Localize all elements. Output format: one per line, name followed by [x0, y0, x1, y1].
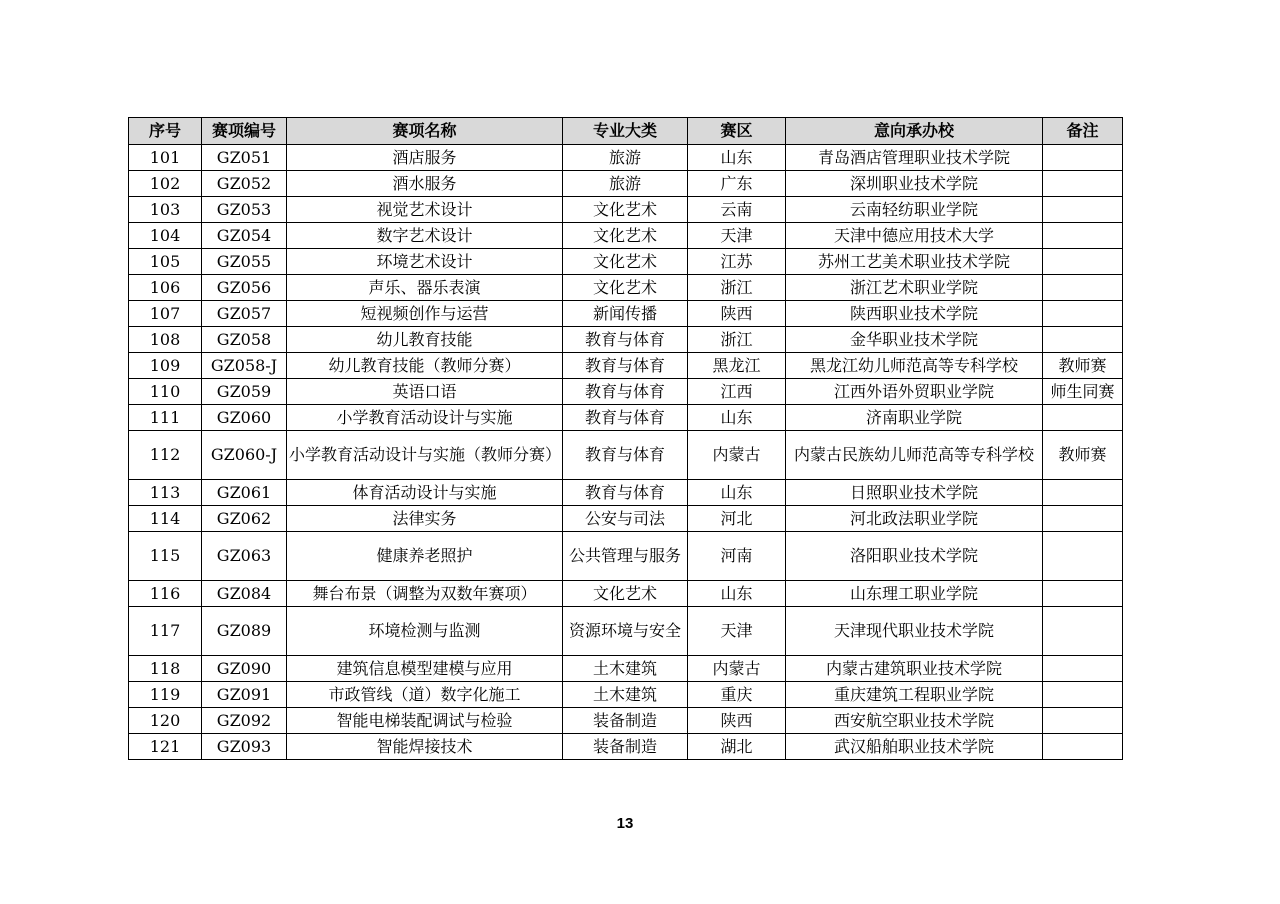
header-region: 赛区: [688, 118, 786, 145]
cell-name: 酒水服务: [287, 171, 563, 197]
table-row: [129, 171, 1123, 197]
cell-name: 酒店服务: [287, 145, 563, 171]
table-row: [129, 431, 1123, 480]
cell-region: 江西: [688, 379, 786, 405]
cell-school: 苏州工艺美术职业技术学院: [786, 249, 1043, 275]
cell-school: 云南轻纺职业学院: [786, 197, 1043, 223]
cell-code: GZ084: [202, 581, 287, 607]
header-name: 赛项名称: [287, 118, 563, 145]
cell-school: 山东理工职业学院: [786, 581, 1043, 607]
cell-no: 118: [129, 656, 202, 682]
cell-no: 104: [129, 223, 202, 249]
cell-category: 文化艺术: [563, 581, 688, 607]
cell-name: 幼儿教育技能（教师分赛）: [287, 353, 563, 379]
cell-region: 重庆: [688, 682, 786, 708]
table-row: [129, 682, 1123, 708]
cell-category: 旅游: [563, 145, 688, 171]
cell-no: 109: [129, 353, 202, 379]
cell-name: 体育活动设计与实施: [287, 480, 563, 506]
cell-code: GZ053: [202, 197, 287, 223]
cell-note: [1043, 405, 1123, 431]
table-row: [129, 532, 1123, 581]
cell-school: 黑龙江幼儿师范高等专科学校: [786, 353, 1043, 379]
cell-category: 旅游: [563, 171, 688, 197]
cell-no: 110: [129, 379, 202, 405]
cell-category: 教育与体育: [563, 480, 688, 506]
table-row: [129, 708, 1123, 734]
cell-school: 金华职业技术学院: [786, 327, 1043, 353]
cell-note: [1043, 301, 1123, 327]
cell-note: [1043, 656, 1123, 682]
table-row: [129, 581, 1123, 607]
cell-school: 河北政法职业学院: [786, 506, 1043, 532]
cell-school: 天津现代职业技术学院: [786, 607, 1043, 656]
table-row: [129, 327, 1123, 353]
cell-name: 幼儿教育技能: [287, 327, 563, 353]
cell-no: 112: [129, 431, 202, 480]
cell-code: GZ092: [202, 708, 287, 734]
cell-note: [1043, 734, 1123, 760]
cell-no: 113: [129, 480, 202, 506]
cell-school: 陕西职业技术学院: [786, 301, 1043, 327]
cell-code: GZ056: [202, 275, 287, 301]
cell-code: GZ093: [202, 734, 287, 760]
cell-no: 108: [129, 327, 202, 353]
cell-no: 117: [129, 607, 202, 656]
cell-region: 河北: [688, 506, 786, 532]
header-school: 意向承办校: [786, 118, 1043, 145]
cell-category: 文化艺术: [563, 197, 688, 223]
cell-school: 浙江艺术职业学院: [786, 275, 1043, 301]
cell-school: 青岛酒店管理职业技术学院: [786, 145, 1043, 171]
cell-note: [1043, 506, 1123, 532]
cell-name: 小学教育活动设计与实施: [287, 405, 563, 431]
cell-note: [1043, 607, 1123, 656]
cell-region: 湖北: [688, 734, 786, 760]
cell-category: 装备制造: [563, 708, 688, 734]
cell-region: 天津: [688, 223, 786, 249]
cell-region: 黑龙江: [688, 353, 786, 379]
cell-school: 重庆建筑工程职业学院: [786, 682, 1043, 708]
cell-region: 广东: [688, 171, 786, 197]
cell-code: GZ058: [202, 327, 287, 353]
table-header: [129, 118, 1123, 145]
table-row: [129, 223, 1123, 249]
cell-code: GZ052: [202, 171, 287, 197]
cell-school: 深圳职业技术学院: [786, 171, 1043, 197]
cell-name: 健康养老照护: [287, 532, 563, 581]
cell-no: 115: [129, 532, 202, 581]
cell-no: 106: [129, 275, 202, 301]
cell-note: [1043, 532, 1123, 581]
table-row: [129, 275, 1123, 301]
cell-category: 装备制造: [563, 734, 688, 760]
table-row: [129, 480, 1123, 506]
cell-region: 陕西: [688, 301, 786, 327]
cell-category: 教育与体育: [563, 431, 688, 480]
cell-code: GZ063: [202, 532, 287, 581]
cell-name: 视觉艺术设计: [287, 197, 563, 223]
cell-name: 短视频创作与运营: [287, 301, 563, 327]
cell-no: 101: [129, 145, 202, 171]
cell-school: 日照职业技术学院: [786, 480, 1043, 506]
cell-category: 土木建筑: [563, 682, 688, 708]
cell-code: GZ089: [202, 607, 287, 656]
cell-note: 教师赛: [1043, 353, 1123, 379]
cell-code: GZ061: [202, 480, 287, 506]
cell-category: 资源环境与安全: [563, 607, 688, 656]
cell-note: [1043, 223, 1123, 249]
table-body: [129, 145, 1123, 760]
cell-name: 智能焊接技术: [287, 734, 563, 760]
cell-name: 市政管线（道）数字化施工: [287, 682, 563, 708]
cell-note: [1043, 249, 1123, 275]
cell-no: 120: [129, 708, 202, 734]
cell-note: [1043, 708, 1123, 734]
cell-name: 环境检测与监测: [287, 607, 563, 656]
cell-region: 江苏: [688, 249, 786, 275]
cell-name: 舞台布景（调整为双数年赛项）: [287, 581, 563, 607]
table-row: [129, 249, 1123, 275]
cell-category: 文化艺术: [563, 275, 688, 301]
cell-region: 山东: [688, 581, 786, 607]
table-row: [129, 656, 1123, 682]
header-category: 专业大类: [563, 118, 688, 145]
cell-school: 天津中德应用技术大学: [786, 223, 1043, 249]
cell-note: [1043, 581, 1123, 607]
cell-code: GZ054: [202, 223, 287, 249]
cell-note: [1043, 275, 1123, 301]
cell-category: 教育与体育: [563, 353, 688, 379]
cell-category: 公安与司法: [563, 506, 688, 532]
table-row: [129, 301, 1123, 327]
cell-code: GZ060-J: [202, 431, 287, 480]
cell-name: 环境艺术设计: [287, 249, 563, 275]
cell-code: GZ062: [202, 506, 287, 532]
cell-region: 山东: [688, 480, 786, 506]
cell-name: 法律实务: [287, 506, 563, 532]
cell-note: [1043, 171, 1123, 197]
cell-category: 教育与体育: [563, 379, 688, 405]
cell-region: 河南: [688, 532, 786, 581]
cell-school: 济南职业学院: [786, 405, 1043, 431]
cell-no: 103: [129, 197, 202, 223]
cell-no: 119: [129, 682, 202, 708]
cell-note: [1043, 682, 1123, 708]
cell-note: 教师赛: [1043, 431, 1123, 480]
cell-code: GZ090: [202, 656, 287, 682]
cell-code: GZ060: [202, 405, 287, 431]
cell-category: 土木建筑: [563, 656, 688, 682]
table-row: [129, 353, 1123, 379]
table-row: [129, 197, 1123, 223]
cell-school: 内蒙古建筑职业技术学院: [786, 656, 1043, 682]
competition-table: [128, 117, 1123, 760]
cell-name: 小学教育活动设计与实施（教师分赛）: [287, 431, 563, 480]
page-number: 13: [616, 815, 634, 832]
cell-region: 浙江: [688, 327, 786, 353]
cell-school: 江西外语外贸职业学院: [786, 379, 1043, 405]
table-row: [129, 405, 1123, 431]
cell-category: 文化艺术: [563, 223, 688, 249]
cell-no: 121: [129, 734, 202, 760]
cell-note: 师生同赛: [1043, 379, 1123, 405]
cell-no: 116: [129, 581, 202, 607]
cell-name: 智能电梯装配调试与检验: [287, 708, 563, 734]
cell-code: GZ091: [202, 682, 287, 708]
cell-region: 山东: [688, 145, 786, 171]
header-code: 赛项编号: [202, 118, 287, 145]
cell-note: [1043, 480, 1123, 506]
cell-region: 云南: [688, 197, 786, 223]
cell-school: 洛阳职业技术学院: [786, 532, 1043, 581]
cell-code: GZ057: [202, 301, 287, 327]
header-row: [129, 118, 1123, 145]
cell-category: 文化艺术: [563, 249, 688, 275]
cell-code: GZ058-J: [202, 353, 287, 379]
cell-no: 111: [129, 405, 202, 431]
header-note: 备注: [1043, 118, 1123, 145]
cell-no: 107: [129, 301, 202, 327]
cell-school: 内蒙古民族幼儿师范高等专科学校: [786, 431, 1043, 480]
cell-code: GZ059: [202, 379, 287, 405]
cell-no: 102: [129, 171, 202, 197]
cell-region: 内蒙古: [688, 656, 786, 682]
table-row: [129, 607, 1123, 656]
table-row: [129, 379, 1123, 405]
cell-category: 教育与体育: [563, 327, 688, 353]
cell-note: [1043, 327, 1123, 353]
cell-name: 英语口语: [287, 379, 563, 405]
cell-school: 西安航空职业技术学院: [786, 708, 1043, 734]
cell-category: 公共管理与服务: [563, 532, 688, 581]
cell-region: 山东: [688, 405, 786, 431]
table-row: [129, 506, 1123, 532]
cell-note: [1043, 197, 1123, 223]
cell-region: 浙江: [688, 275, 786, 301]
cell-region: 内蒙古: [688, 431, 786, 480]
table-row: [129, 145, 1123, 171]
cell-school: 武汉船舶职业技术学院: [786, 734, 1043, 760]
cell-region: 天津: [688, 607, 786, 656]
cell-note: [1043, 145, 1123, 171]
table-row: [129, 734, 1123, 760]
cell-no: 105: [129, 249, 202, 275]
cell-name: 声乐、器乐表演: [287, 275, 563, 301]
cell-name: 建筑信息模型建模与应用: [287, 656, 563, 682]
cell-category: 新闻传播: [563, 301, 688, 327]
cell-region: 陕西: [688, 708, 786, 734]
cell-category: 教育与体育: [563, 405, 688, 431]
cell-no: 114: [129, 506, 202, 532]
cell-name: 数字艺术设计: [287, 223, 563, 249]
cell-code: GZ051: [202, 145, 287, 171]
cell-code: GZ055: [202, 249, 287, 275]
header-no: 序号: [129, 118, 202, 145]
